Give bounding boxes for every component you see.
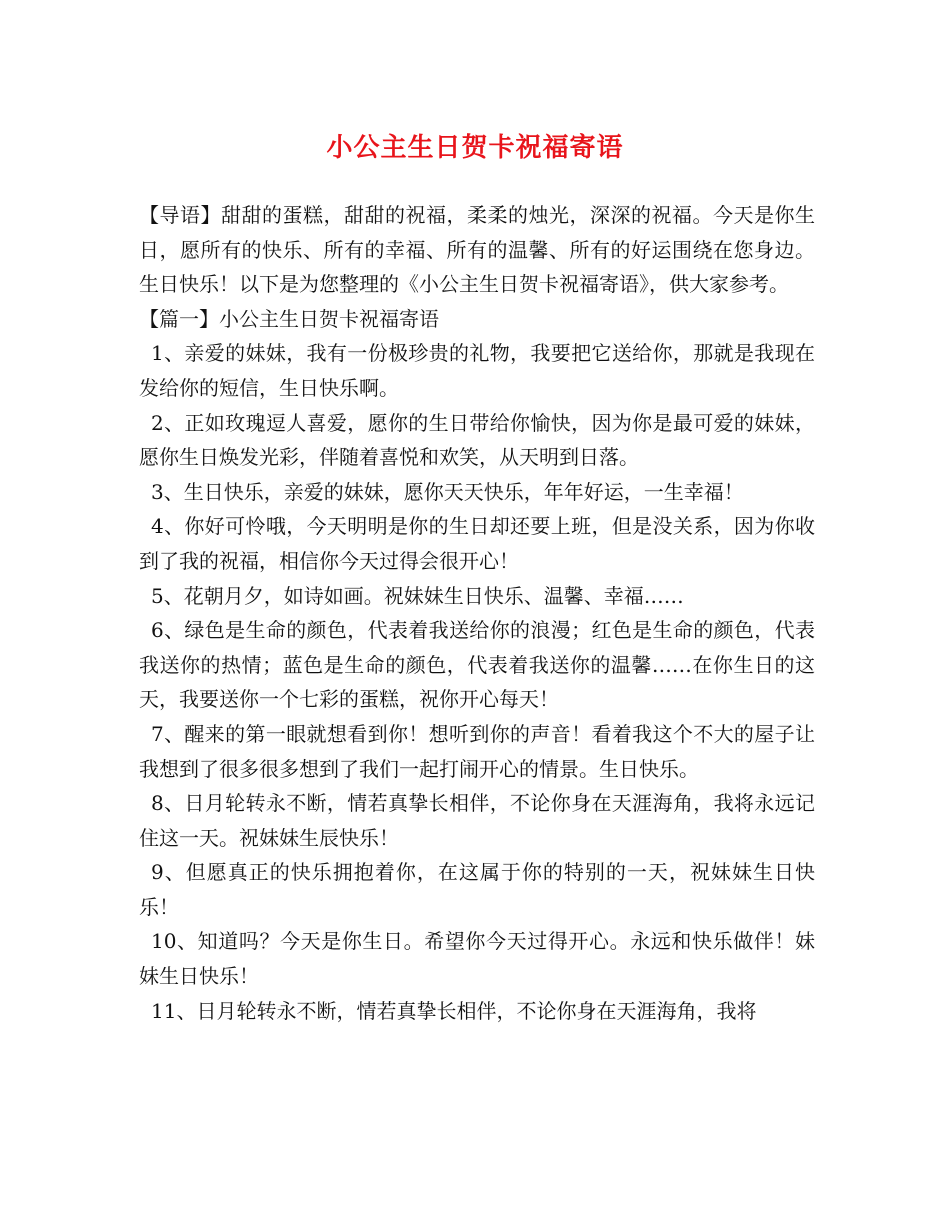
document-body [139,198,815,1028]
list-item: 6、绿色是生命的颜色，代表着我送给你的浪漫；红色是生命的颜色，代表我送你的热情；蓝色是生命的颜色，代表着我送你的温馨……在你生日的这天，我要送你一个七彩的蛋糕，祝你开心每天！ [139,618,815,712]
list-item: 5、花朝月夕，如诗如画。祝妹妹生日快乐、温馨、幸福…… [151,583,684,608]
list-item: 2、正如玫瑰逗人喜爱，愿你的生日带给你愉快，因为你是最可爱的妹妹，愿你生日焕发光彩，伴随着喜悦和欢笑，从天明到日落。 [139,410,815,470]
list-item: 9、但愿真正的快乐拥抱着你，在这属于你的特别的一天，祝妹妹生日快乐！ [139,860,815,919]
intro-paragraph: 【导语】甜甜的蛋糕，甜甜的祝福，柔柔的烛光，深深的祝福。今天是你生日，愿所有的快乐、所有的幸福、所有的温馨、所有的好运围绕在您身边。生日快乐！以下是为您整理的《小公主生日贺卡祝福寄语》，供大家参考。 [139,203,815,297]
list-item: 1、亲爱的妹妹，我有一份极珍贵的礼物，我要把它送给你，那就是我现在发给你的短信，生日快乐啊。 [139,341,815,400]
list-item: 11、日月轮转永不断，情若真挚长相伴，不论你身在天涯海角，我将 [151,998,757,1023]
list-item: 4、你好可怜哦，今天明明是你的生日却还要上班，但是没关系，因为你收到了我的祝福，相信你今天过得会很开心！ [139,514,815,573]
list-item: 3、生日快乐，亲爱的妹妹，愿你天天快乐，年年好运，一生幸福！ [151,479,744,504]
list-item: 8、日月轮转永不断，情若真挚长相伴，不论你身在天涯海角，我将永远记住这一天。祝妹妹生辰快乐！ [139,791,815,850]
list-item: 7、醒来的第一眼就想看到你！想听到你的声音！看着我这个不大的屋子让我想到了很多很多想到了我们一起打闹开心的情景。生日快乐。 [139,721,815,781]
section-heading: 【篇一】小公主生日贺卡祝福寄语 [139,306,439,331]
list-item: 10、知道吗？今天是你生日。希望你今天过得开心。永远和快乐做伴！妹妹生日快乐！ [139,929,815,989]
document-title: 小公主生日贺卡祝福寄语 [326,133,624,163]
